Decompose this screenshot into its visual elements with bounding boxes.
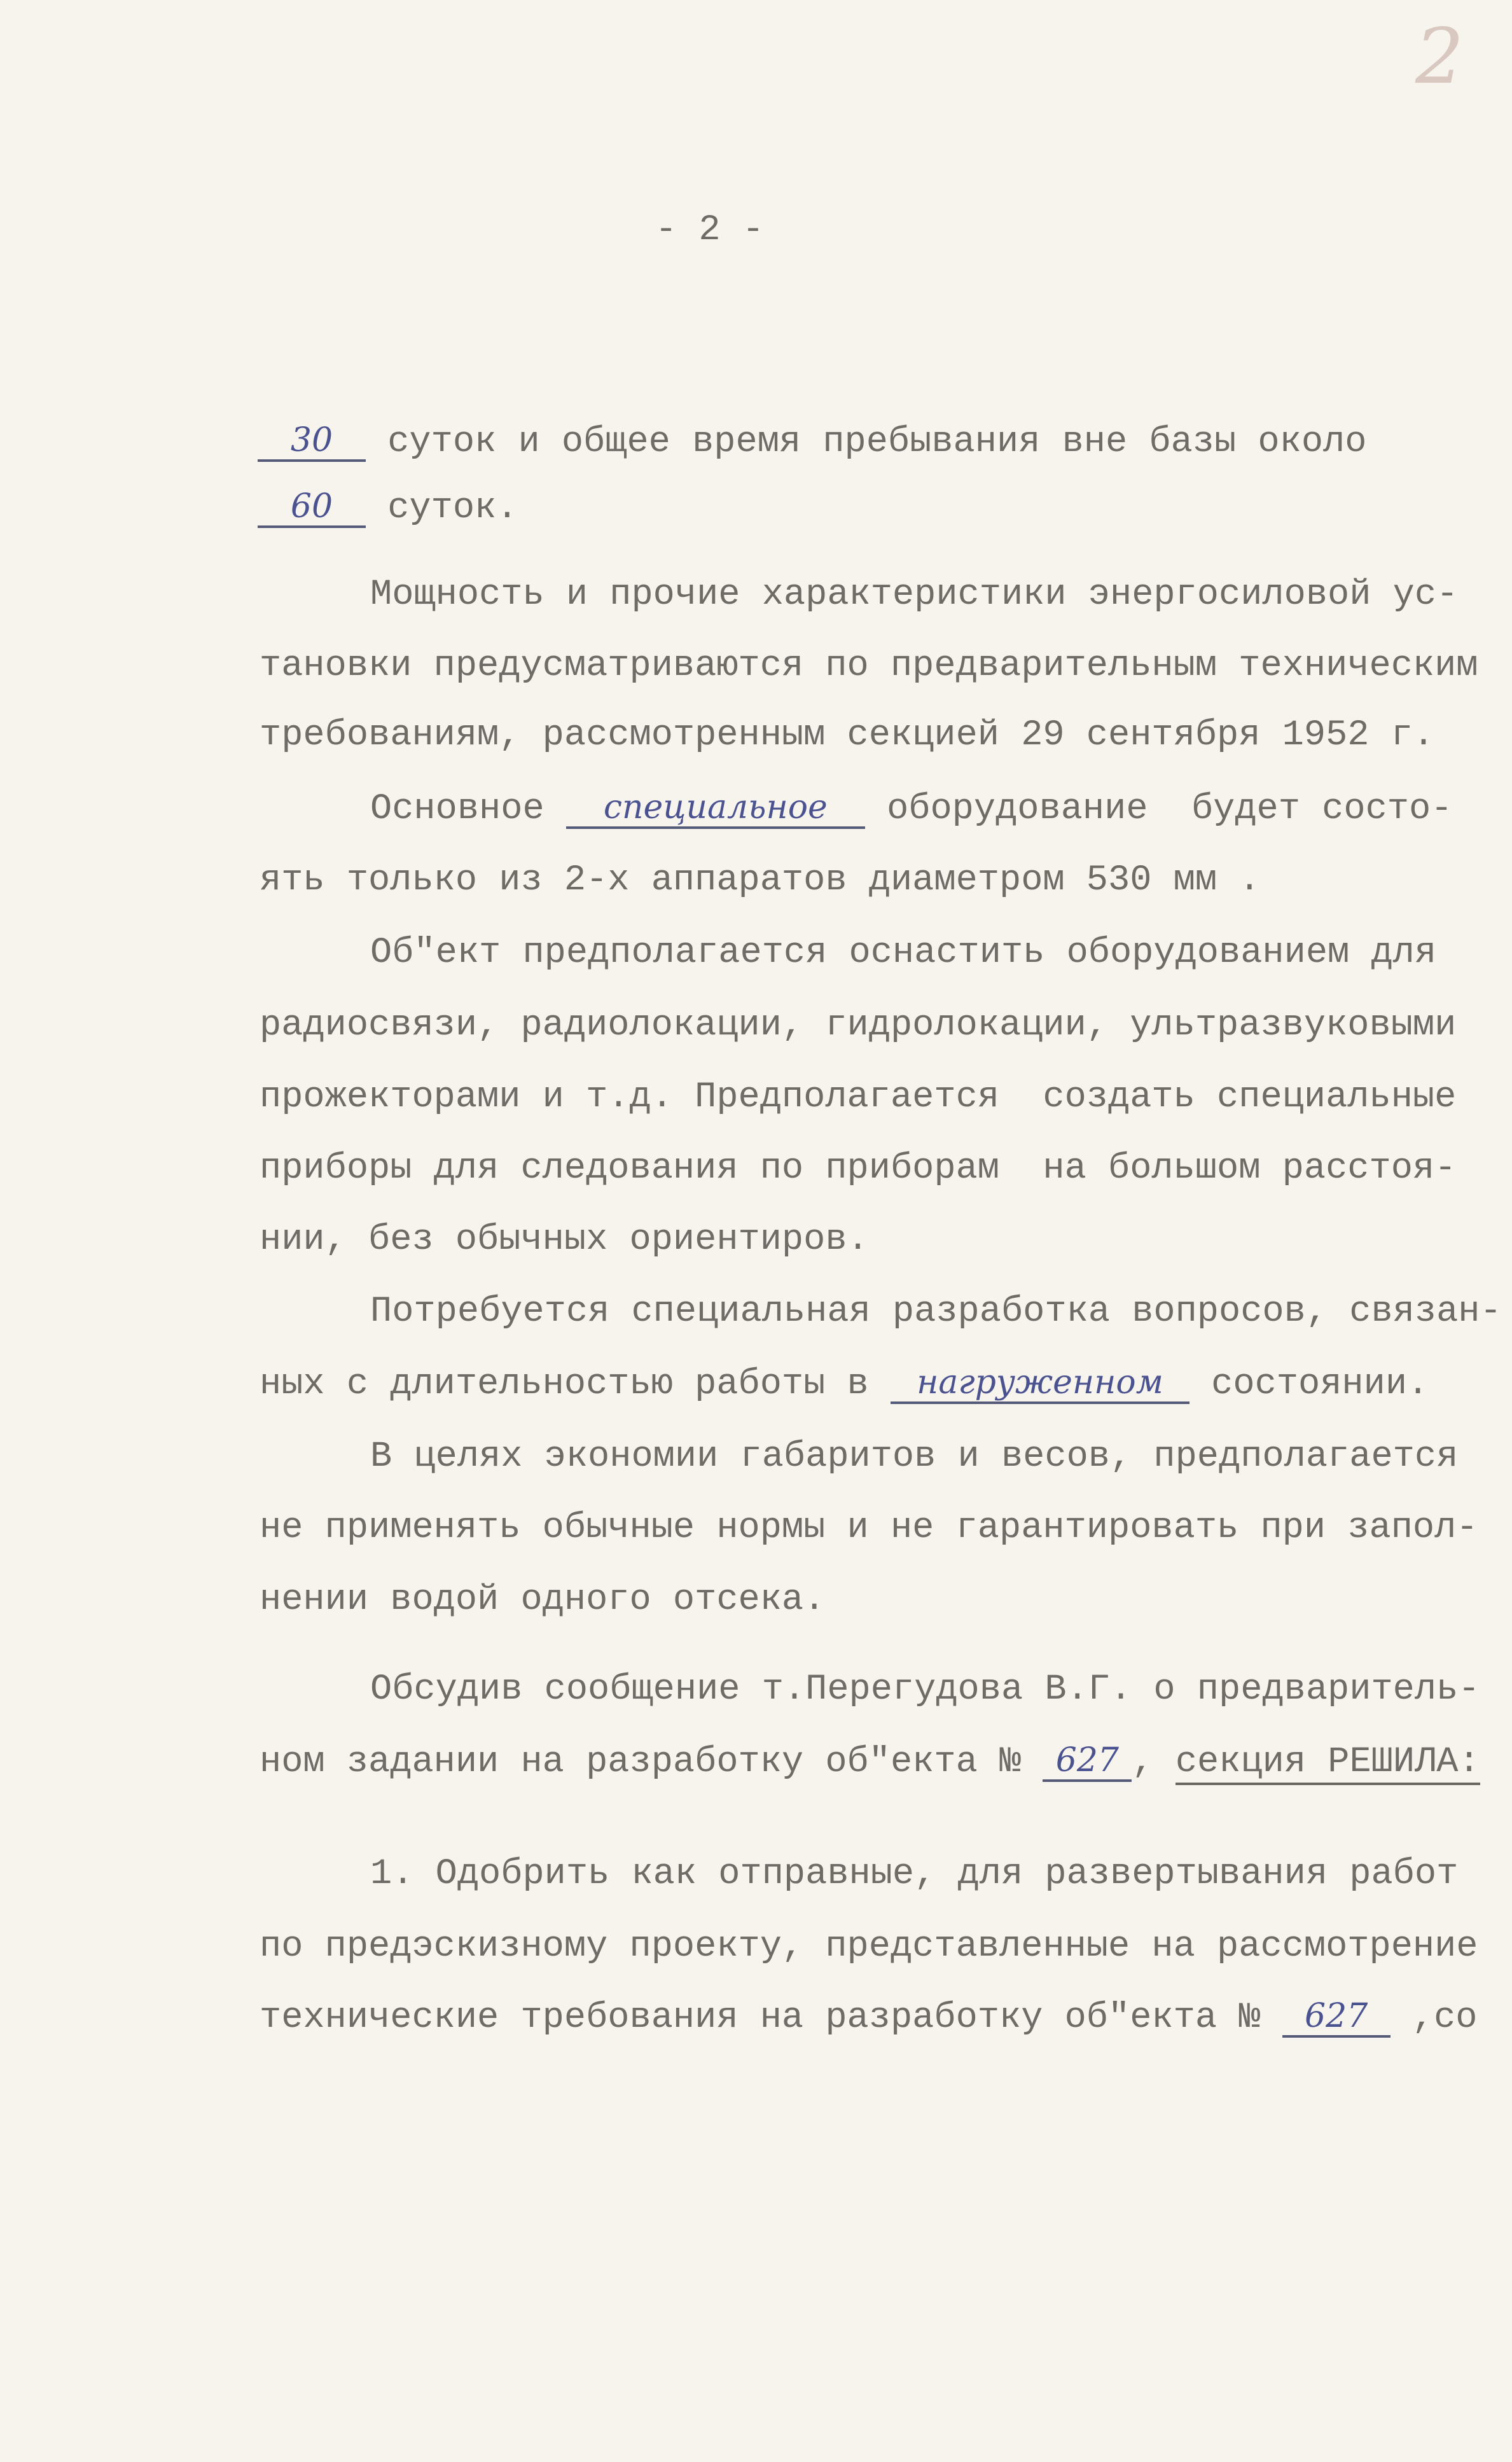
text-line: тановки предусматриваются по предварительным техническим xyxy=(260,646,1478,686)
text-line xyxy=(258,420,1366,464)
text-line: нении водой одного отсека. xyxy=(260,1580,826,1620)
handwritten-fill: 627 xyxy=(1043,1741,1132,1782)
line-text: ном задании на разработку об"екта № xyxy=(260,1742,1043,1783)
line-text: ,со xyxy=(1390,1998,1478,2038)
line-text: , xyxy=(1132,1742,1176,1783)
handwritten-fill: 627 xyxy=(1282,1997,1391,2038)
text-line: по предэскизному проекту, представленные на рассмотрение xyxy=(260,1926,1478,1967)
text-line: 1. Одобрить как отправные, для развертывания работ xyxy=(370,1854,1459,1895)
text-line xyxy=(370,787,1452,831)
page-number: - 2 - xyxy=(655,210,765,251)
text-line: требованиям, рассмотренным секцией 29 сентября 1952 г. xyxy=(260,715,1435,756)
handwritten-fill: специальное xyxy=(566,788,865,829)
text-line xyxy=(260,1740,1480,1784)
handwritten-page-number: 2 xyxy=(1415,13,1464,101)
text-line: Потребуется специальная разработка вопросов, связан- xyxy=(370,1291,1502,1332)
resolution-heading: секция РЕШИЛА: xyxy=(1176,1742,1480,1785)
line-text: ных с длительностью работы в xyxy=(260,1364,891,1405)
text-line xyxy=(260,1996,1478,2040)
line-text: оборудование будет состо- xyxy=(864,789,1453,830)
handwritten-fill: 60 xyxy=(258,487,366,528)
text-line: ять только из 2-х аппаратов диаметром 530 мм . xyxy=(260,860,1261,901)
line-text: Основное xyxy=(370,789,566,830)
text-line: Мощность и прочие характеристики энергосиловой ус- xyxy=(370,574,1459,615)
text-line: В целях экономии габаритов и весов, предполагается xyxy=(370,1436,1459,1477)
text-line: радиосвязи, радиолокации, гидролокации, ультразвуковыми xyxy=(260,1005,1457,1046)
text-line: прожекторами и т.д. Предполагается создать специальные xyxy=(260,1077,1457,1118)
text-line: приборы для следования по приборам на большом расстоя- xyxy=(260,1148,1457,1189)
text-line xyxy=(260,1362,1429,1407)
handwritten-fill: 30 xyxy=(258,421,366,462)
text-line: Об"ект предполагается оснастить оборудованием для xyxy=(370,933,1437,973)
text-line: Обсудив сообщение т.Перегудова В.Г. о предваритель- xyxy=(370,1669,1480,1710)
line-text: технические требования на разработку об"екта № xyxy=(260,1998,1282,2038)
line-text: суток. xyxy=(366,488,518,529)
text-line: не применять обычные нормы и не гарантировать при запол- xyxy=(260,1508,1478,1548)
line-text: состоянии. xyxy=(1189,1364,1429,1405)
text-line: нии, без обычных ориентиров. xyxy=(260,1220,869,1260)
handwritten-fill: нагруженном xyxy=(891,1363,1189,1404)
line-text: суток и общее время пребывания вне базы около xyxy=(366,422,1367,462)
text-line xyxy=(258,486,518,531)
